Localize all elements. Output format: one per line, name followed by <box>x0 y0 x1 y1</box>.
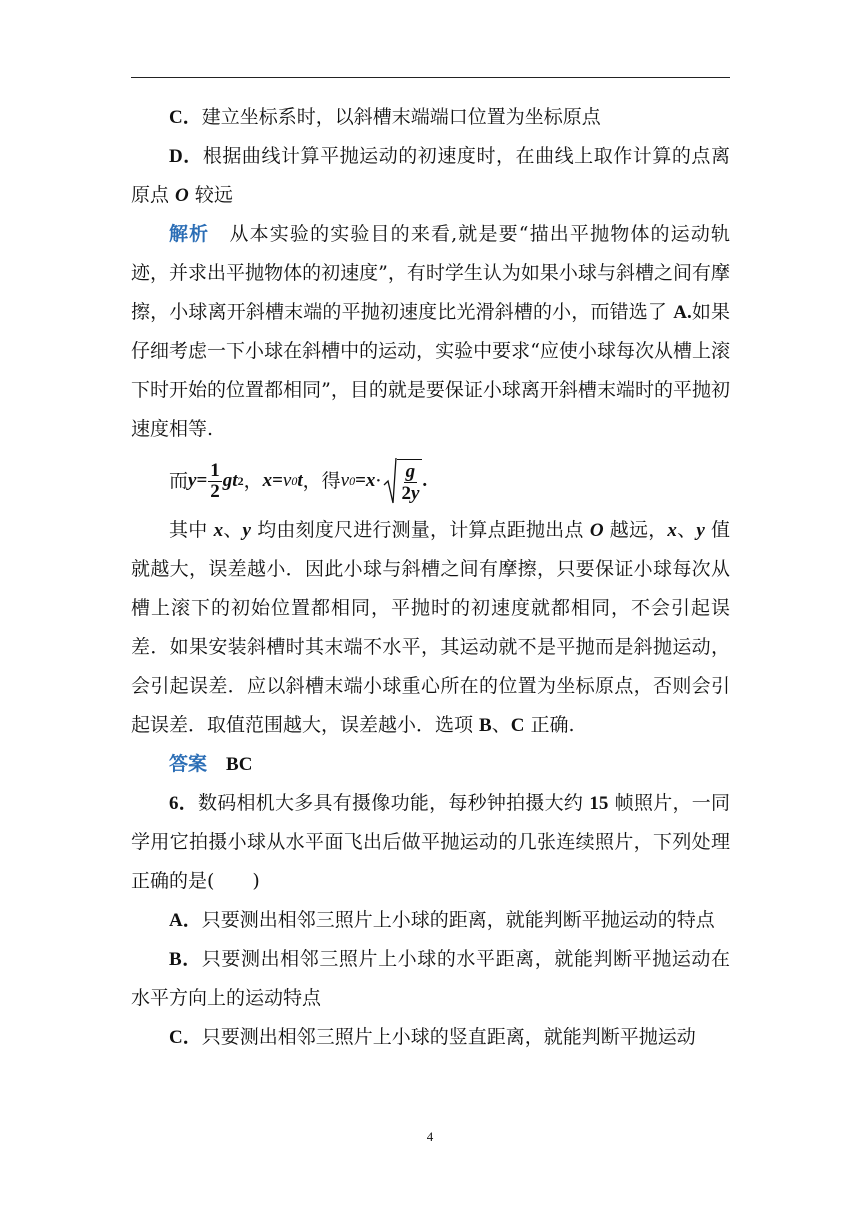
option-text: 较远 <box>188 184 233 206</box>
option-c <box>131 98 730 137</box>
analysis-paragraph-1 <box>131 215 730 449</box>
q6-option-c <box>131 1018 730 1057</box>
separator: 、 <box>491 714 511 736</box>
fraction-denominator: 2 <box>210 480 220 502</box>
formula-line: 而 y = $\frac{1}{2}$ g t 2 ， x = v 0 t ，得 v 0 = x · $\frac{g}{2y}$ . <box>131 455 730 507</box>
analysis-text: 其中 <box>169 519 214 541</box>
analysis-text: 如果仔细考虑一下小球在斜槽中的运动，实验中要求“应使小球每次从槽上滚下时开始的位置都相同”，目的就是要保证小球离开斜槽末端时的平抛初速度相等. <box>131 301 730 440</box>
var-y: y <box>188 470 197 491</box>
var-g: g <box>222 470 233 491</box>
answer-tag: 答案 <box>169 753 208 775</box>
option-text: 只要测出相邻三照片上小球的水平距离，就能判断平抛运动在水平方向上的运动特点 <box>131 948 730 1009</box>
page-content <box>131 98 730 1057</box>
analysis-text: 越远， <box>603 519 668 541</box>
equals: = <box>272 470 283 491</box>
frames-per-second: 15 <box>589 793 609 814</box>
separator: 、 <box>676 519 697 541</box>
question-number: 6． <box>169 793 199 814</box>
question-text: 帧照片，一同学用它拍摄小球从水平面飞出后做平抛运动的几张连续照片，下列处理正确的是( ) <box>131 792 730 892</box>
question-6 <box>131 784 730 901</box>
option-label: A． <box>169 910 202 931</box>
option-label: C． <box>169 107 202 128</box>
q6-option-a <box>131 901 730 940</box>
analysis-text: 均由刻度尺进行测量，计算点距抛出点 <box>250 519 590 541</box>
equals: = <box>196 470 208 491</box>
var-x: x <box>262 470 273 491</box>
analysis-text: 从本实验的实验目的来看,就是要“描出平抛物体的运动轨迹，并求出平抛物体的初速度”，有时学生认为如果小球与斜槽之间有摩擦，小球离开斜槽末端的平抛初速度比光滑斜槽的小，而错选了 <box>131 223 730 323</box>
square-root <box>383 457 422 505</box>
radicand-coefficient: 2 <box>401 482 411 504</box>
var-v: v <box>282 470 292 491</box>
analysis-text: 正确. <box>524 714 575 736</box>
option-text: 只要测出相邻三照片上小球的竖直距离，就能判断平抛运动 <box>201 1026 696 1048</box>
option-ref: C <box>510 715 525 736</box>
option-text: 只要测出相邻三照片上小球的距离，就能判断平抛运动的特点 <box>201 909 715 931</box>
radicand-numerator: g <box>405 460 416 482</box>
separator: 、 <box>223 519 243 541</box>
radicand <box>397 459 422 504</box>
fraction-half <box>208 461 222 502</box>
option-text: 根据曲线计算平抛运动的初速度时，在曲线上取作计算的点离原点 <box>131 145 730 206</box>
equals: = <box>355 470 366 491</box>
analysis-paragraph-2 <box>131 511 730 745</box>
page-number: 4 <box>426 1129 434 1144</box>
point-o: O <box>589 520 604 541</box>
option-label: D． <box>169 146 203 167</box>
multiply-dot: · <box>375 470 382 492</box>
option-label: B． <box>169 949 202 970</box>
radical-sign-icon <box>383 457 397 505</box>
option-ref: A. <box>673 302 692 323</box>
option-text: 建立坐标系时，以斜槽末端端口位置为坐标原点 <box>201 106 601 128</box>
formula-end: . <box>422 470 428 491</box>
formula-prefix: 而 <box>169 470 189 492</box>
analysis-text: 值就越大，误差越小．因此小球与斜槽之间有摩擦，只要保证小球每次从槽上滚下的初始位置都相同，平抛时的初速度就都相同，不会引起误差．如果安装斜槽时其末端不水平，其运动就不是平抛而是斜抛运动，会引起误差．应以斜槽末端小球重心所在的位置为坐标原点，否则会引起误差．取值范围越大，误差越小．选项 <box>131 519 730 736</box>
var-x: x <box>213 520 224 541</box>
var-y: y <box>696 520 705 541</box>
var-y: y <box>410 482 420 504</box>
var-x: x <box>365 470 376 491</box>
q6-option-b <box>131 940 730 1018</box>
point-o: O <box>175 185 189 206</box>
option-d <box>131 137 730 215</box>
separator: ，得 <box>302 470 341 492</box>
var-t: t <box>297 470 303 491</box>
option-ref: B <box>479 715 492 736</box>
var-y: y <box>242 520 251 541</box>
answer-value: BC <box>207 754 253 775</box>
answer-line <box>131 745 730 784</box>
var-v: v <box>340 470 350 491</box>
fraction-numerator: 1 <box>210 459 220 481</box>
option-label: C． <box>169 1027 202 1048</box>
var-x: x <box>667 520 677 541</box>
question-text: 数码相机大多具有摄像功能，每秒钟拍摄大约 <box>198 792 590 814</box>
analysis-tag: 解析 <box>169 223 210 245</box>
var-t: t <box>232 470 238 491</box>
header-rule <box>131 77 730 78</box>
separator: ， <box>243 470 263 492</box>
